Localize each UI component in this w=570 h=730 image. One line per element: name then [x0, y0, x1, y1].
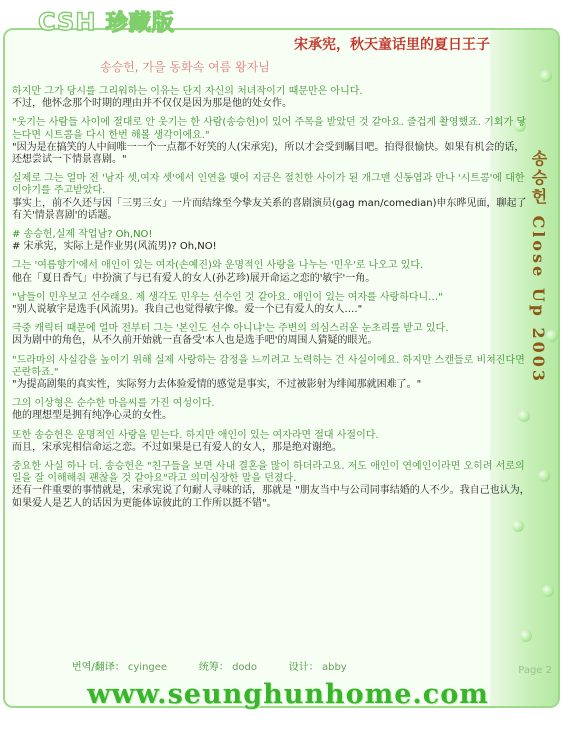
paragraph-cn: 他的理想型是拥有纯净心灵的女性。: [12, 410, 172, 422]
paragraph: [12, 260, 530, 284]
paragraph-cn: 还有一件重要的事情就是，宋承宪说了句耐人寻味的话，那就是 "朋友当中与公司同事结婚的人不少。我自己也认为，如果爱人是艺人的话因为更能体谅彼此的工作所以挺不错"。: [12, 485, 530, 509]
paragraph-kr: "웃기는 사람들 사이에 절대로 안 웃기는 한 사람(송승헌)이 있어 주목을 받았던 것 같아요. 즐겁게 촬영했죠. 기회가 닿는다면 시트콤을 다시 한번 해볼 생각이에요.": [12, 117, 526, 141]
paragraph: [12, 398, 530, 422]
credit-translate-label: 번역/翻译：: [72, 662, 125, 673]
paragraph: [12, 430, 530, 454]
paragraph-kr: 실제로 그는 얼마 전 '남자 셋,여자 셋'에서 인연을 맺어 지금은 절친한 사이가 된 개그맨 신동엽과 만나 '시트콤'에 대한 이야기를 주고받았다.: [12, 173, 525, 197]
droplet-icon: [512, 520, 524, 532]
credit-design-label: 设计：: [288, 662, 319, 673]
droplet-icon: [542, 585, 554, 597]
credits: [72, 658, 347, 673]
paragraph-cn: 不过，他怀念那个时期的理由并不仅仅是因为那是他的处女作。: [12, 98, 292, 110]
paragraph-kr: # 송승헌,실제 작업남? Oh,NO!: [12, 229, 153, 241]
site-url-link[interactable]: www.seunghunhome.com: [87, 679, 489, 710]
paragraph-cn: # 宋承宪，实际上是作业男(风流男)? Oh,NO!: [12, 241, 217, 253]
droplet-icon: [538, 470, 550, 482]
brand-cn: 珍藏版: [105, 11, 175, 36]
paragraph: [12, 461, 530, 510]
paragraph-kr: 그는 '여름향기'에서 애인이 있는 여자(손예진)와 운명적인 사랑을 나누는 '민우'로 나오고 있다.: [12, 260, 424, 272]
paragraph: [12, 355, 530, 392]
paragraph: [12, 292, 530, 316]
credit-coord-value: dodo: [232, 662, 257, 673]
article-body: [12, 86, 530, 517]
droplet-icon: [540, 70, 552, 82]
paragraph: [12, 117, 530, 166]
paragraph-cn: 而且，宋承宪相信命运之恋。不过如果是已有爱人的女人，那是绝对谢绝。: [12, 441, 342, 453]
paragraph-kr: "남들이 민우보고 선수래요. 제 생각도 민우는 선수인 것 같아요. 애인이 있는 여자를 사랑하다니…": [12, 291, 443, 303]
paragraph: [12, 323, 530, 347]
paragraph: [12, 86, 530, 110]
credit-design-value: abby: [321, 662, 347, 673]
paragraph-cn: 因为剧中的角色，从不久前开始就一直备受'本人也是选手吧'的周围人猜疑的眼光。: [12, 335, 378, 347]
paragraph-kr: 그의 이상형은 순수한 마음씨를 가진 여성이다.: [12, 398, 215, 410]
page-number: Page 2: [518, 665, 552, 676]
paragraph-cn: "因为是在搞笑的人中间唯一一个一点都不好笑的人(宋承宪)，所以才会受到瞩目吧。拍得很愉快。如果有机会的话，还想尝试一下情景喜剧。": [12, 141, 525, 166]
section-heading: [12, 229, 530, 253]
brand-latin: CSH: [38, 8, 97, 36]
credit-translate-value: cyingee: [127, 662, 168, 673]
paragraph: [12, 173, 530, 222]
droplet-icon: [520, 630, 532, 642]
article-title-cn: 宋承宪，秋天童话里的夏日王子: [294, 37, 490, 53]
paragraph-cn: 他在「夏日香气」中扮演了与已有爱人的女人(孙艺珍)展开命运之恋的'敏宇'一角。: [12, 272, 376, 284]
paragraph-kr: 극중 캐릭터 때문에 얼마 전부터 그는 '본인도 선수 아니냐'는 주변의 의심스러운 눈초리를 받고 있다.: [12, 323, 449, 335]
article-title-kr: 송승헌, 가을 동화속 여름 왕자님: [100, 60, 270, 74]
paragraph-kr: 하지만 그가 당시를 그리워하는 이유는 단지 자신의 처녀작이기 때문만은 아니다.: [12, 86, 363, 97]
paragraph-kr: 중요한 사실 하나 더. 송승헌은 "친구들을 보면 사내 결혼을 많이 하더라고요. 저도 애인이 연예인이라면 오히려 서로의 일을 잘 이해해줘 괜찮을 것 같아요"라고 의미심장한 말을 던졌다.: [12, 461, 525, 485]
paragraph-cn: 事实上，前不久还与因「三男三女」一片而结缘至今挚友关系的喜剧演员(gag man/comedian)申东晔见面，聊起了有关'情景喜剧'的话题。: [12, 197, 527, 221]
credit-coord-label: 统筹：: [198, 662, 229, 673]
paragraph-cn: "为提高剧集的真实性，实际努力去体验爱情的感觉是事实，不过被影射为绯闻那就困难了。": [12, 379, 422, 391]
paragraph-kr: "드라마의 사실감을 높이기 위해 실제 사랑하는 감정을 느끼려고 노력하는 건 사실이에요. 하지만 스캔들로 비쳐진다면 곤란하죠.": [12, 354, 525, 378]
paragraph-kr: 또한 송승헌은 운명적인 사랑을 믿는다. 하지만 애인이 있는 여자라면 절대 사절이다.: [12, 429, 379, 441]
paragraph-cn: "别人说敏宇是选手(风流男)。我自己也觉得敏宇像。爱一个已有爱人的女人….": [12, 304, 363, 316]
brand-logo: [38, 6, 175, 37]
side-vertical-title: 송승헌 Close Up 2003: [529, 150, 548, 385]
